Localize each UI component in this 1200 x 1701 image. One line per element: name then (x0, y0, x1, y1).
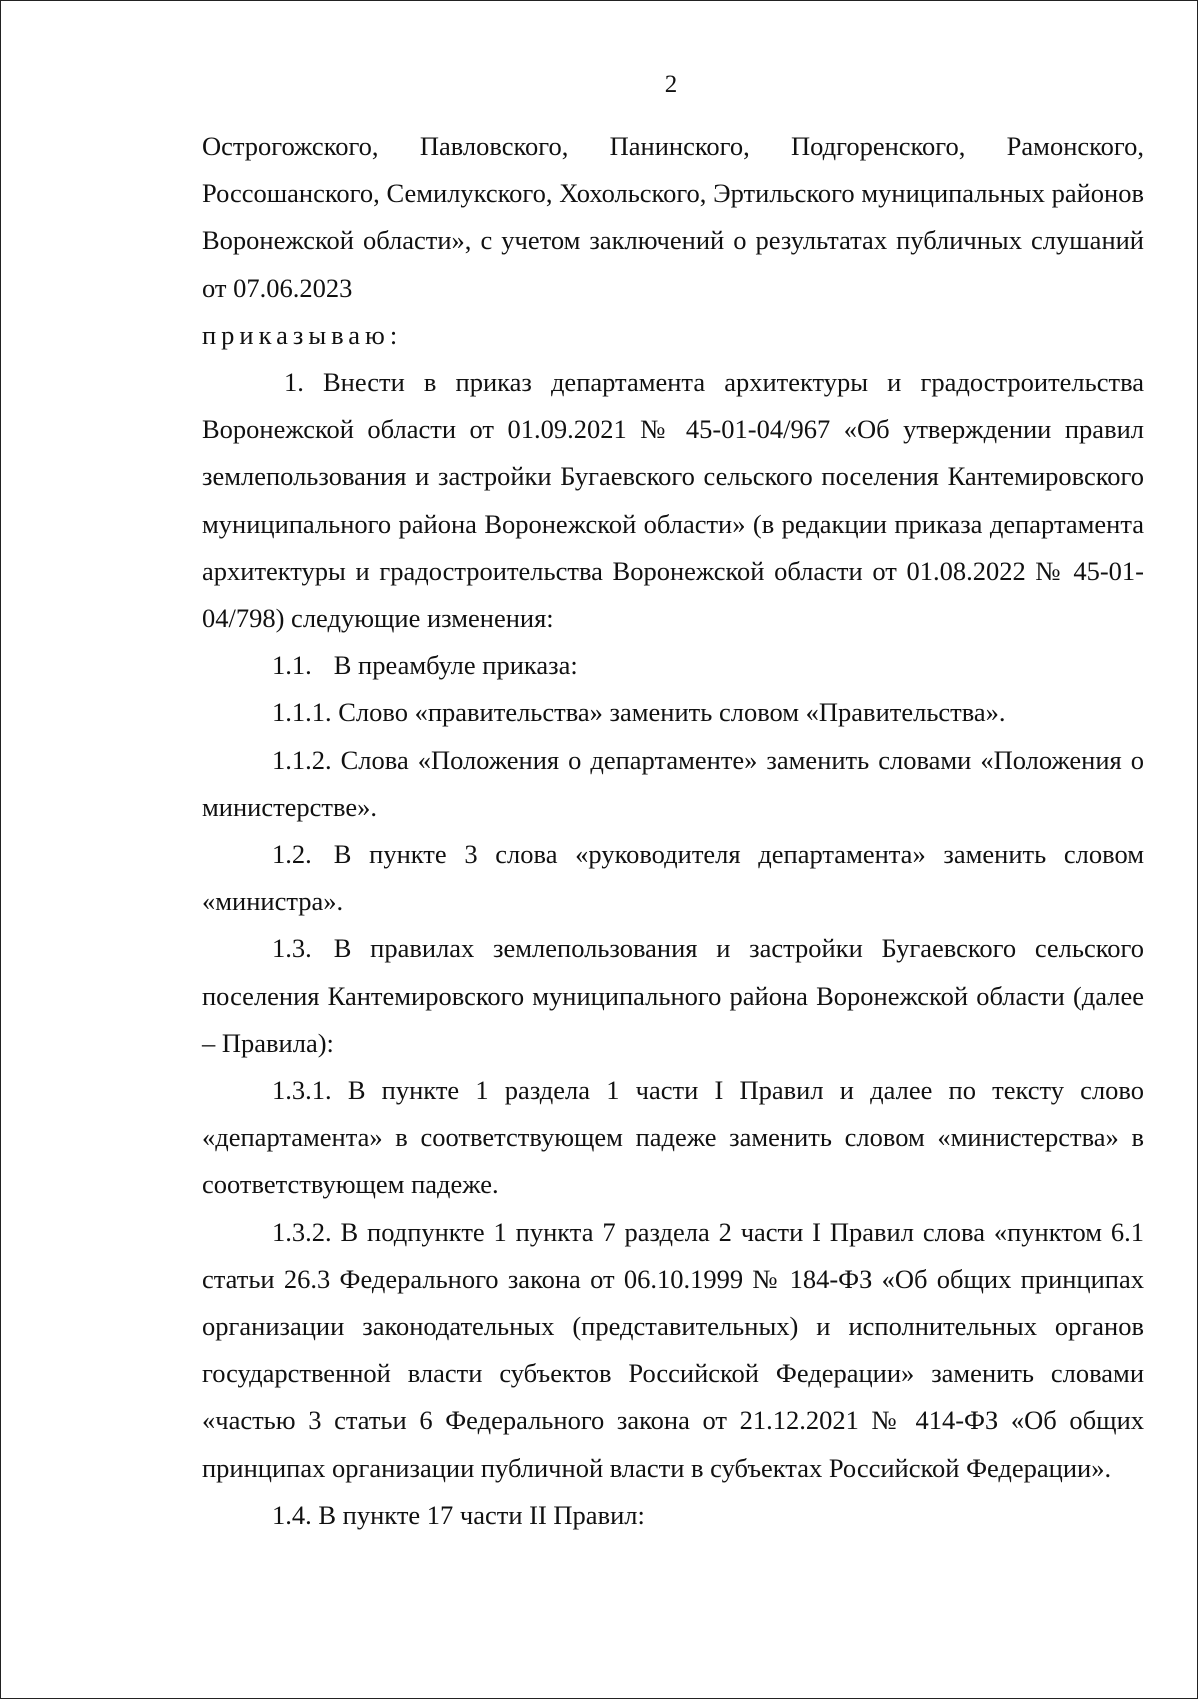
paragraph-item-1-1-2: 1.1.2. Слова «Положения о департаменте» заменить словами «Положения о министерстве». (202, 744, 1144, 822)
page-number: 2 (664, 71, 678, 98)
item-number: 1.3. (272, 933, 312, 964)
paragraph-item-1-1 (202, 642, 1144, 689)
paragraph-item-1: 1. Внести в приказ департамента архитектуры и градостроительства Воронежской области от 01.09.2021 № 45-01-04/967 «Об утверждении правил землепользования и застройки Бугаевского сельского поселения Кантемировского муниципального района Воронежской области» (в редакции приказа департамента архитектуры и градостроительства Воронежской области от 01.08.2022 № 45-01-04/798) следующие изменения: (202, 367, 1144, 634)
paragraph-item-1-4: 1.4. В пункте 17 части II Правил: (272, 1499, 645, 1530)
paragraph-item-1-3-1: 1.3.1. В пункте 1 раздела 1 части I Правил и далее по тексту слово «департамента» в соответствующем падеже заменить словом «министерства» в соответствующем падеже. (202, 1075, 1144, 1200)
item-number: 1.1. (272, 650, 312, 681)
item-number: 1.2. (272, 839, 312, 870)
paragraph-preamble-continuation: Острогожского, Павловского, Панинского, Подгоренского, Рамонского, Россошанского, Семилукского, Хохольского, Эртильского муниципальных районов Воронежской области», с учетом заключений о результатах публичных слушаний от 07.06.2023 (202, 131, 1144, 303)
paragraph-item-1-3 (202, 925, 1144, 1067)
document-body (202, 123, 1144, 1539)
paragraph-item-1-2 (202, 831, 1144, 925)
paragraph-item-1-1-1: 1.1.1. Слово «правительства» заменить словом «Правительства». (272, 697, 1006, 728)
item-text: В преамбуле приказа: (333, 650, 578, 681)
paragraph-order-word: приказываю: (202, 319, 403, 350)
item-text: В правилах землепользования и застройки Бугаевского сельского поселения Кантемировского муниципального района Воронежской области (далее – Правила): (202, 933, 1144, 1058)
paragraph-item-1-3-2: 1.3.2. В подпункте 1 пункта 7 раздела 2 части I Правил слова «пунктом 6.1 статьи 26.3 Федерального закона от 06.10.1999 № 184-ФЗ «Об общих принципах организации законодательных (представительных) и исполнительных органов государственной власти субъектов Российской Федерации» заменить словами «частью 3 статьи 6 Федерального закона от 21.12.2021 № 414-ФЗ «Об общих принципах организации публичной власти в субъектах Российской Федерации». (202, 1216, 1144, 1483)
item-text: В пункте 3 слова «руководителя департамента» заменить словом «министра». (202, 839, 1144, 917)
